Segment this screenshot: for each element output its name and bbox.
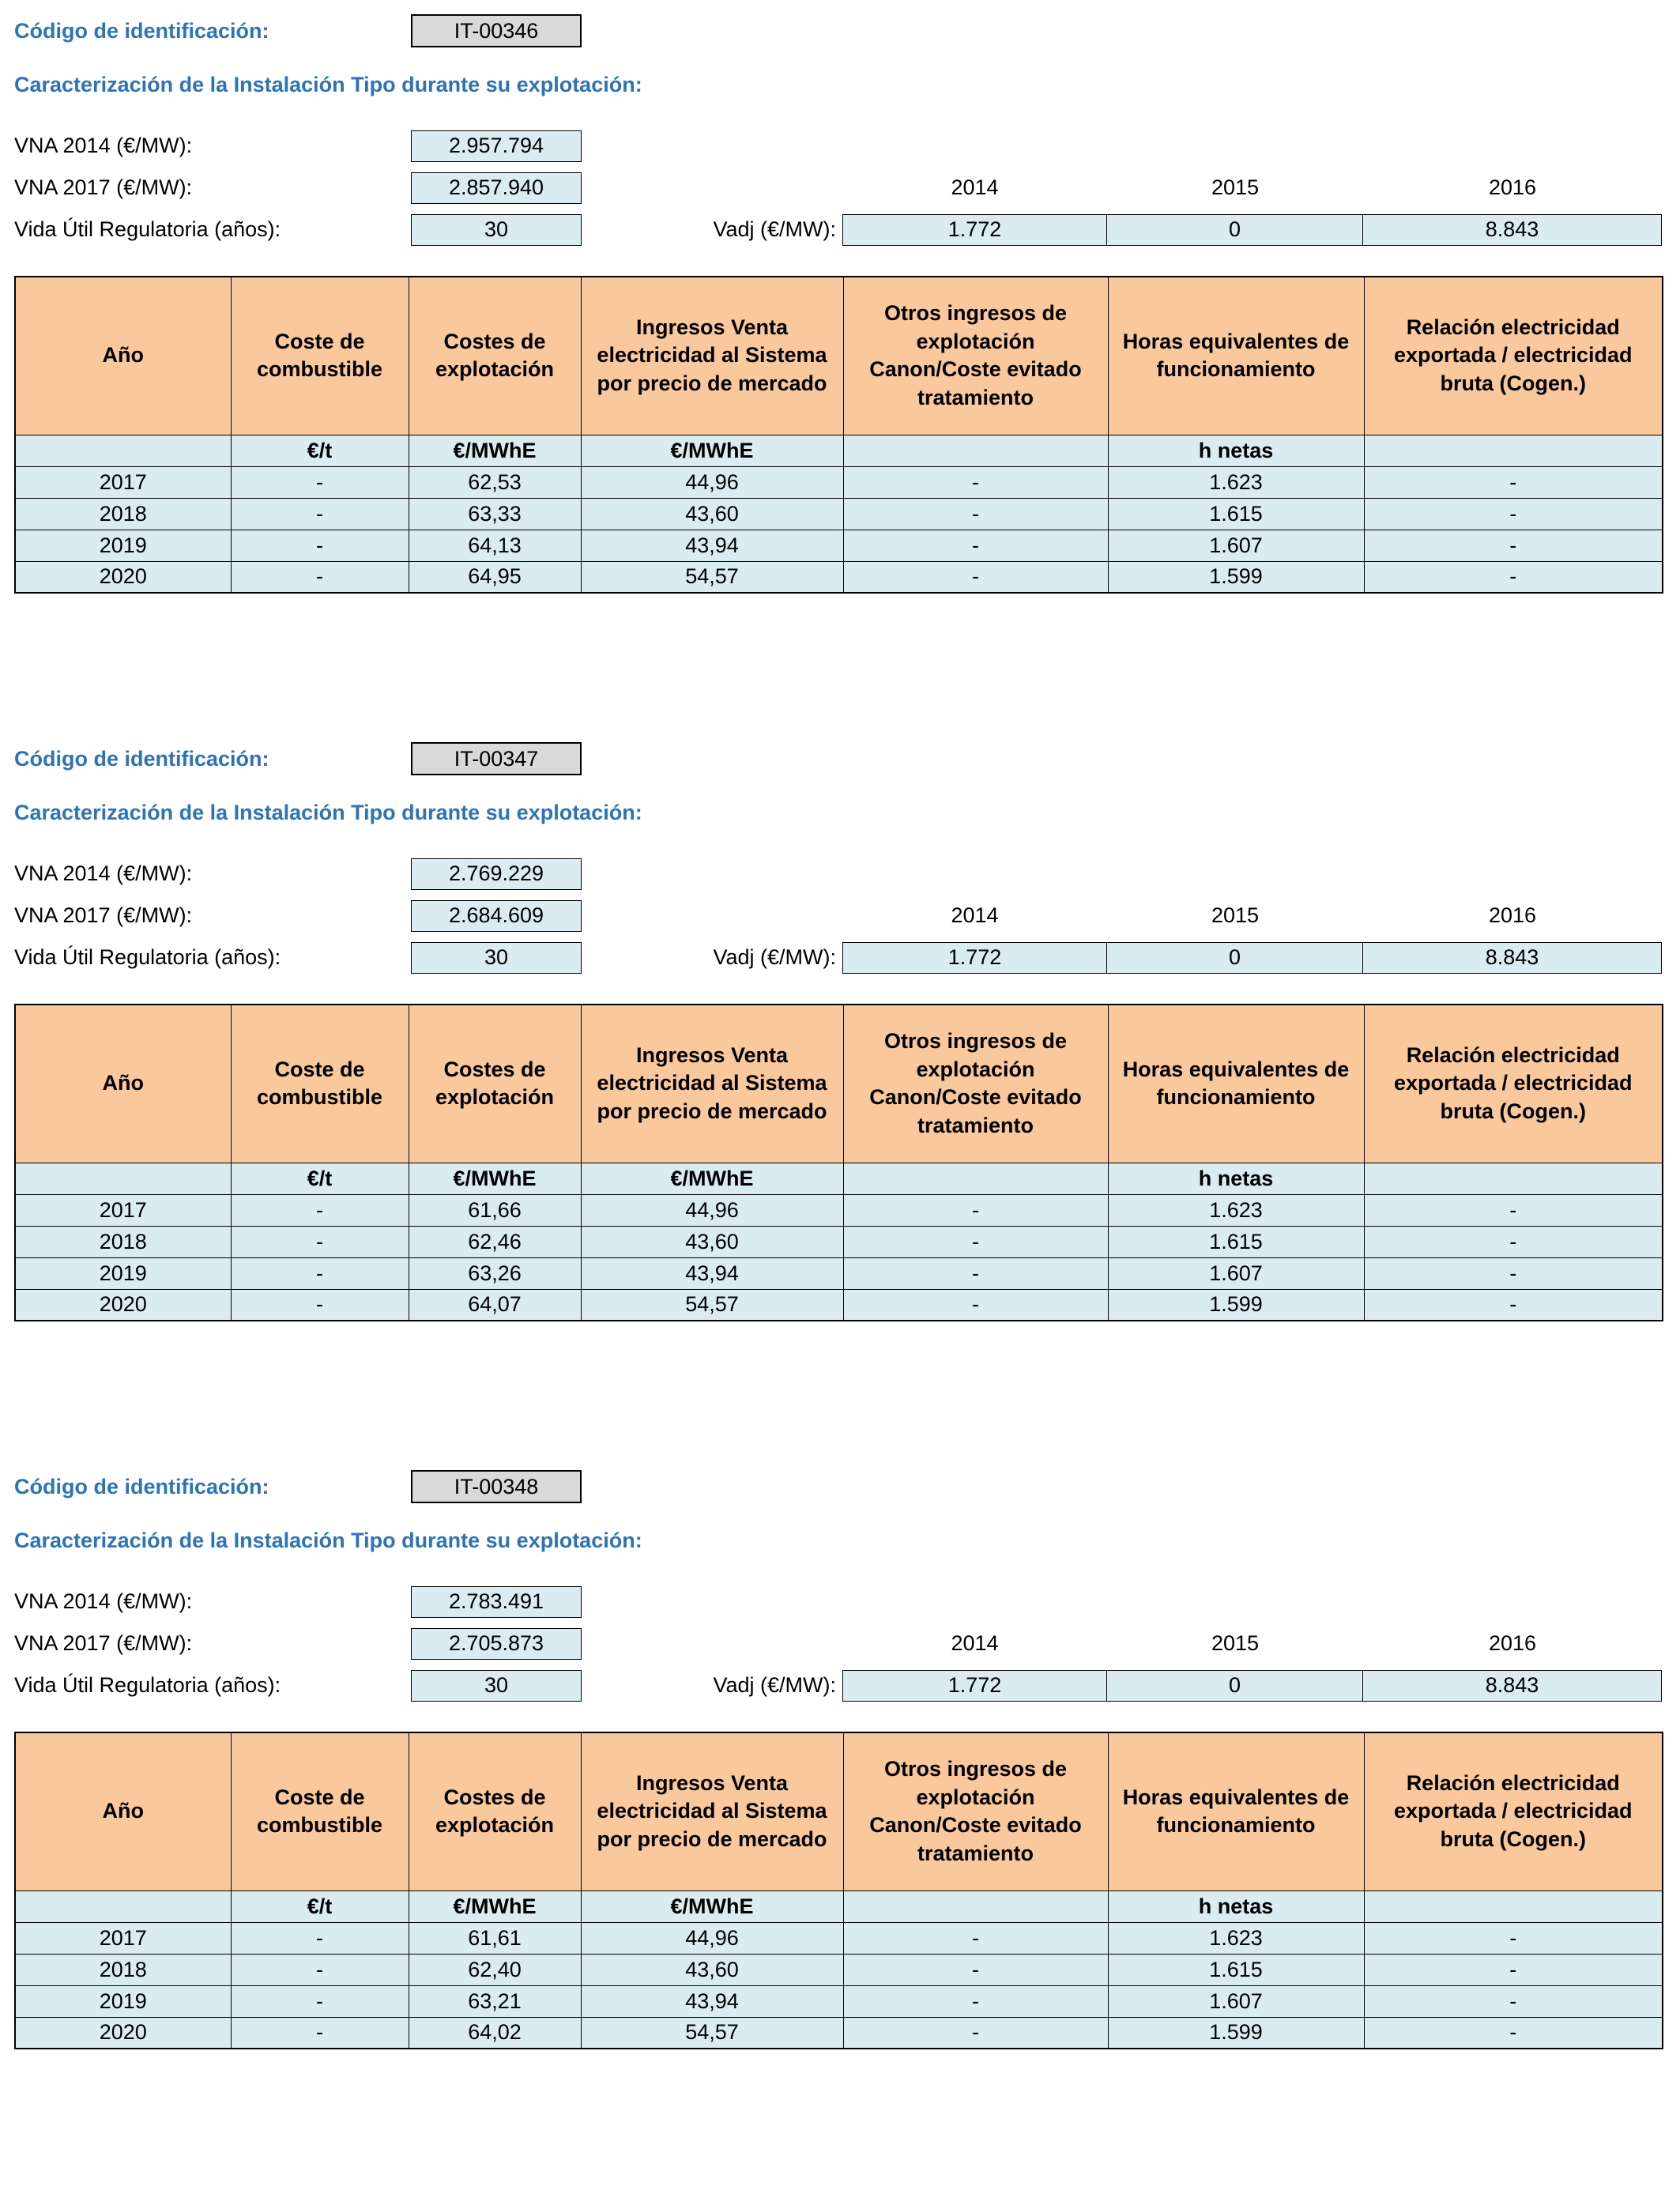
vna-2017-row <box>14 167 1664 209</box>
cell-ingresos-venta[interactable]: 43,94 <box>581 530 843 561</box>
cell-ingresos-venta[interactable]: 43,60 <box>581 498 843 530</box>
unit-cell-horas: h netas <box>1108 1891 1364 1922</box>
vadj-label: Vadj (€/MW): <box>713 945 836 969</box>
vadj-value-2015[interactable]: 0 <box>1107 214 1363 246</box>
col-header-otros-ingresos: Otros ingresos de explotación Canon/Coste evitado tratamiento <box>843 277 1108 435</box>
cell-relacion[interactable]: - <box>1364 1985 1663 2017</box>
table-units-row <box>15 1163 1663 1194</box>
col-header-horas-equivalentes: Horas equivalentes de funcionamiento <box>1108 1732 1364 1891</box>
cell-otros-ingresos[interactable]: - <box>843 1922 1108 1954</box>
cell-coste-combustible[interactable]: - <box>231 1194 409 1226</box>
cell-relacion[interactable]: - <box>1364 1289 1663 1321</box>
vida-util-value[interactable]: 30 <box>411 1670 582 1702</box>
vna-2014-value[interactable]: 2.769.229 <box>411 858 582 890</box>
col-header-coste-combustible: Coste de combustible <box>231 277 409 435</box>
cell-coste-combustible[interactable]: - <box>231 1922 409 1954</box>
col-header-costes-explotacion: Costes de explotación <box>409 1732 581 1891</box>
vida-util-row <box>14 209 1664 251</box>
caracterizacion-title-row <box>14 1529 1664 1559</box>
unit-cell-horas: h netas <box>1108 1163 1364 1194</box>
vadj-year-2015: 2015 <box>1211 1631 1260 1655</box>
caracterizacion-title-row <box>14 801 1664 831</box>
cell-coste-combustible[interactable]: - <box>231 2017 409 2049</box>
cell-ingresos-venta[interactable]: 54,57 <box>581 2017 843 2049</box>
cell-relacion[interactable]: - <box>1364 498 1663 530</box>
cell-year[interactable]: 2018 <box>15 1226 231 1257</box>
table-data-row-2019 <box>15 530 1663 561</box>
caracterizacion-title: Caracterización de la Instalación Tipo durante su explotación: <box>14 1529 642 1552</box>
installation-type-section <box>14 741 1664 1321</box>
unit-cell-coste-combustible: €/t <box>231 1891 409 1922</box>
vadj-value-2016[interactable]: 8.843 <box>1363 214 1662 246</box>
codigo-identificacion-label: Código de identificación: <box>14 1474 269 1498</box>
codigo-row <box>14 1468 1664 1505</box>
vadj-value-2016[interactable]: 8.843 <box>1363 942 1662 974</box>
caracterizacion-title-row <box>14 73 1664 103</box>
cell-year[interactable]: 2019 <box>15 530 231 561</box>
cell-horas[interactable]: 1.599 <box>1108 2017 1364 2049</box>
codigo-identificacion-value[interactable]: IT-00346 <box>411 14 582 47</box>
cell-costes-explotacion[interactable]: 62,40 <box>409 1954 581 1985</box>
col-header-coste-combustible: Coste de combustible <box>231 1005 409 1163</box>
caracterizacion-title: Caracterización de la Instalación Tipo durante su explotación: <box>14 801 642 824</box>
vadj-year-2014: 2014 <box>951 903 999 927</box>
cell-year[interactable]: 2017 <box>15 466 231 498</box>
cell-year[interactable]: 2020 <box>15 2017 231 2049</box>
document-body <box>14 13 1680 2049</box>
unit-cell-ingresos-venta: €/MWhE <box>581 435 843 466</box>
table-data-row-2017 <box>15 1194 1663 1226</box>
cell-otros-ingresos[interactable]: - <box>843 1194 1108 1226</box>
vida-util-label: Vida Útil Regulatoria (años): <box>14 945 281 969</box>
vadj-label: Vadj (€/MW): <box>713 217 836 241</box>
cell-otros-ingresos[interactable]: - <box>843 1289 1108 1321</box>
unit-cell-costes-explotacion: €/MWhE <box>409 1891 581 1922</box>
table-data-row-2020 <box>15 561 1663 593</box>
cell-costes-explotacion[interactable]: 61,61 <box>409 1922 581 1954</box>
cell-coste-combustible[interactable]: - <box>231 498 409 530</box>
table-data-row-2020 <box>15 2017 1663 2049</box>
col-header-otros-ingresos: Otros ingresos de explotación Canon/Coste evitado tratamiento <box>843 1005 1108 1163</box>
cell-costes-explotacion[interactable]: 62,46 <box>409 1226 581 1257</box>
vna-2017-value[interactable]: 2.857.940 <box>411 172 582 204</box>
cell-horas[interactable]: 1.615 <box>1108 498 1364 530</box>
cell-year[interactable]: 2017 <box>15 1194 231 1226</box>
table-data-row-2017 <box>15 1922 1663 1954</box>
cell-otros-ingresos[interactable]: - <box>843 2017 1108 2049</box>
cell-otros-ingresos[interactable]: - <box>843 1985 1108 2017</box>
cell-otros-ingresos[interactable]: - <box>843 561 1108 593</box>
cell-horas[interactable]: 1.599 <box>1108 1289 1364 1321</box>
unit-cell-otros-ingresos <box>843 435 1108 466</box>
vadj-year-2016: 2016 <box>1488 903 1537 927</box>
cell-ingresos-venta[interactable]: 43,60 <box>581 1954 843 1985</box>
col-header-ingresos-venta: Ingresos Venta electricidad al Sistema por precio de mercado <box>581 1732 843 1891</box>
table-data-row-2018 <box>15 1954 1663 1985</box>
vadj-year-2015: 2015 <box>1211 175 1260 199</box>
unit-cell-otros-ingresos <box>843 1891 1108 1922</box>
unit-cell-relacion <box>1364 1163 1663 1194</box>
parameters-block <box>14 853 1664 978</box>
cell-costes-explotacion[interactable]: 64,13 <box>409 530 581 561</box>
col-header-coste-combustible: Coste de combustible <box>231 1732 409 1891</box>
unit-cell-coste-combustible: €/t <box>231 1163 409 1194</box>
vna-2014-row <box>14 853 1664 895</box>
vadj-value-2016[interactable]: 8.843 <box>1363 1670 1662 1702</box>
cell-relacion[interactable]: - <box>1364 1954 1663 1985</box>
vna-2014-label: VNA 2014 (€/MW): <box>14 861 193 885</box>
vida-util-row <box>14 1664 1664 1706</box>
cell-otros-ingresos[interactable]: - <box>843 466 1108 498</box>
vna-2014-value[interactable]: 2.957.794 <box>411 130 582 162</box>
cell-coste-combustible[interactable]: - <box>231 530 409 561</box>
cell-horas[interactable]: 1.607 <box>1108 1257 1364 1289</box>
cell-ingresos-venta[interactable]: 44,96 <box>581 1194 843 1226</box>
vna-2017-value[interactable]: 2.684.609 <box>411 900 582 932</box>
table-header-row <box>15 277 1663 435</box>
vida-util-row <box>14 937 1664 978</box>
cell-costes-explotacion[interactable]: 63,33 <box>409 498 581 530</box>
unit-cell-relacion <box>1364 1891 1663 1922</box>
caracterizacion-title: Caracterización de la Instalación Tipo durante su explotación: <box>14 73 642 96</box>
parameters-block <box>14 125 1664 251</box>
operation-data-table <box>14 1004 1663 1321</box>
cell-horas[interactable]: 1.623 <box>1108 466 1364 498</box>
cell-coste-combustible[interactable]: - <box>231 1289 409 1321</box>
vna-2014-value[interactable]: 2.783.491 <box>411 1586 582 1618</box>
cell-relacion[interactable]: - <box>1364 530 1663 561</box>
cell-coste-combustible[interactable]: - <box>231 561 409 593</box>
table-units-row <box>15 435 1663 466</box>
table-data-row-2019 <box>15 1985 1663 2017</box>
vna-2014-row <box>14 1581 1664 1623</box>
cell-horas[interactable]: 1.623 <box>1108 1922 1364 1954</box>
vida-util-value[interactable]: 30 <box>411 942 582 974</box>
cell-year[interactable]: 2018 <box>15 1954 231 1985</box>
cell-costes-explotacion[interactable]: 64,07 <box>409 1289 581 1321</box>
cell-ingresos-venta[interactable]: 54,57 <box>581 561 843 593</box>
vadj-value-2014[interactable]: 1.772 <box>842 942 1107 974</box>
operation-data-table <box>14 276 1663 594</box>
cell-costes-explotacion[interactable]: 63,26 <box>409 1257 581 1289</box>
vida-util-label: Vida Útil Regulatoria (años): <box>14 217 281 241</box>
cell-relacion[interactable]: - <box>1364 2017 1663 2049</box>
table-data-row-2020 <box>15 1289 1663 1321</box>
vadj-label: Vadj (€/MW): <box>713 1673 836 1697</box>
cell-horas[interactable]: 1.607 <box>1108 530 1364 561</box>
cell-year[interactable]: 2020 <box>15 1289 231 1321</box>
cell-coste-combustible[interactable]: - <box>231 466 409 498</box>
col-header-ano: Año <box>15 1732 231 1891</box>
vna-2014-row <box>14 125 1664 167</box>
col-header-relacion-electricidad: Relación electricidad exportada / electricidad bruta (Cogen.) <box>1364 1005 1663 1163</box>
table-data-row-2018 <box>15 498 1663 530</box>
cell-coste-combustible[interactable]: - <box>231 1257 409 1289</box>
vna-2014-label: VNA 2014 (€/MW): <box>14 134 193 157</box>
vadj-value-2015[interactable]: 0 <box>1107 1670 1363 1702</box>
unit-cell-costes-explotacion: €/MWhE <box>409 1163 581 1194</box>
cell-relacion[interactable]: - <box>1364 1226 1663 1257</box>
col-header-ingresos-venta: Ingresos Venta electricidad al Sistema por precio de mercado <box>581 1005 843 1163</box>
operation-data-table <box>14 1732 1663 2049</box>
col-header-horas-equivalentes: Horas equivalentes de funcionamiento <box>1108 1005 1364 1163</box>
cell-otros-ingresos[interactable]: - <box>843 498 1108 530</box>
unit-cell-ingresos-venta: €/MWhE <box>581 1891 843 1922</box>
vna-2017-label: VNA 2017 (€/MW): <box>14 1631 193 1655</box>
col-header-otros-ingresos: Otros ingresos de explotación Canon/Coste evitado tratamiento <box>843 1732 1108 1891</box>
table-units-row <box>15 1891 1663 1922</box>
cell-horas[interactable]: 1.615 <box>1108 1226 1364 1257</box>
col-header-costes-explotacion: Costes de explotación <box>409 277 581 435</box>
installation-type-section <box>14 1468 1664 2049</box>
cell-coste-combustible[interactable]: - <box>231 1985 409 2017</box>
codigo-identificacion-label: Código de identificación: <box>14 746 269 771</box>
vadj-value-2014[interactable]: 1.772 <box>842 214 1107 246</box>
vna-2017-value[interactable]: 2.705.873 <box>411 1628 582 1660</box>
vadj-value-2014[interactable]: 1.772 <box>842 1670 1107 1702</box>
cell-costes-explotacion[interactable]: 64,95 <box>409 561 581 593</box>
cell-horas[interactable]: 1.623 <box>1108 1194 1364 1226</box>
vadj-year-2016: 2016 <box>1488 1631 1537 1655</box>
vida-util-label: Vida Útil Regulatoria (años): <box>14 1673 281 1697</box>
cell-horas[interactable]: 1.607 <box>1108 1985 1364 2017</box>
vadj-value-2015[interactable]: 0 <box>1107 942 1363 974</box>
vna-2017-row <box>14 895 1664 937</box>
cell-ingresos-venta[interactable]: 44,96 <box>581 466 843 498</box>
cell-ingresos-venta[interactable]: 43,60 <box>581 1226 843 1257</box>
vna-2017-label: VNA 2017 (€/MW): <box>14 903 193 927</box>
vna-2014-label: VNA 2014 (€/MW): <box>14 1589 193 1613</box>
vida-util-value[interactable]: 30 <box>411 214 582 246</box>
cell-costes-explotacion[interactable]: 64,02 <box>409 2017 581 2049</box>
vna-2017-label: VNA 2017 (€/MW): <box>14 175 193 199</box>
cell-year[interactable]: 2017 <box>15 1922 231 1954</box>
cell-ingresos-venta[interactable]: 43,94 <box>581 1985 843 2017</box>
cell-costes-explotacion[interactable]: 63,21 <box>409 1985 581 2017</box>
col-header-horas-equivalentes: Horas equivalentes de funcionamiento <box>1108 277 1364 435</box>
cell-horas[interactable]: 1.615 <box>1108 1954 1364 1985</box>
cell-coste-combustible[interactable]: - <box>231 1226 409 1257</box>
col-header-costes-explotacion: Costes de explotación <box>409 1005 581 1163</box>
cell-ingresos-venta[interactable]: 43,94 <box>581 1257 843 1289</box>
cell-otros-ingresos[interactable]: - <box>843 1226 1108 1257</box>
cell-year[interactable]: 2019 <box>15 1257 231 1289</box>
unit-cell-horas: h netas <box>1108 435 1364 466</box>
vadj-year-2015: 2015 <box>1211 903 1260 927</box>
cell-year[interactable]: 2019 <box>15 1985 231 2017</box>
unit-cell-relacion <box>1364 435 1663 466</box>
cell-coste-combustible[interactable]: - <box>231 1954 409 1985</box>
vadj-year-2016: 2016 <box>1488 175 1537 199</box>
table-header-row <box>15 1732 1663 1891</box>
col-header-ano: Año <box>15 277 231 435</box>
codigo-row <box>14 741 1664 777</box>
cell-relacion[interactable]: - <box>1364 1922 1663 1954</box>
col-header-ingresos-venta: Ingresos Venta electricidad al Sistema por precio de mercado <box>581 277 843 435</box>
cell-ingresos-venta[interactable]: 54,57 <box>581 1289 843 1321</box>
codigo-identificacion-label: Código de identificación: <box>14 18 269 43</box>
vadj-year-2014: 2014 <box>951 1631 999 1655</box>
unit-cell-ano <box>15 435 231 466</box>
cell-year[interactable]: 2018 <box>15 498 231 530</box>
cell-otros-ingresos[interactable]: - <box>843 1954 1108 1985</box>
codigo-identificacion-value[interactable]: IT-00348 <box>411 1470 582 1503</box>
unit-cell-costes-explotacion: €/MWhE <box>409 435 581 466</box>
col-header-ano: Año <box>15 1005 231 1163</box>
table-data-row-2019 <box>15 1257 1663 1289</box>
cell-ingresos-venta[interactable]: 44,96 <box>581 1922 843 1954</box>
vna-2017-row <box>14 1623 1664 1664</box>
cell-otros-ingresos[interactable]: - <box>843 530 1108 561</box>
installation-type-section <box>14 13 1664 594</box>
col-header-relacion-electricidad: Relación electricidad exportada / electricidad bruta (Cogen.) <box>1364 1732 1663 1891</box>
parameters-block <box>14 1581 1664 1706</box>
table-data-row-2017 <box>15 466 1663 498</box>
cell-relacion[interactable]: - <box>1364 561 1663 593</box>
codigo-row <box>14 13 1664 49</box>
cell-costes-explotacion[interactable]: 62,53 <box>409 466 581 498</box>
unit-cell-coste-combustible: €/t <box>231 435 409 466</box>
cell-horas[interactable]: 1.599 <box>1108 561 1364 593</box>
unit-cell-ano <box>15 1163 231 1194</box>
vadj-year-2014: 2014 <box>951 175 999 199</box>
unit-cell-otros-ingresos <box>843 1163 1108 1194</box>
table-header-row <box>15 1005 1663 1163</box>
cell-relacion[interactable]: - <box>1364 1257 1663 1289</box>
table-data-row-2018 <box>15 1226 1663 1257</box>
cell-otros-ingresos[interactable]: - <box>843 1257 1108 1289</box>
col-header-relacion-electricidad: Relación electricidad exportada / electricidad bruta (Cogen.) <box>1364 277 1663 435</box>
unit-cell-ingresos-venta: €/MWhE <box>581 1163 843 1194</box>
cell-costes-explotacion[interactable]: 61,66 <box>409 1194 581 1226</box>
cell-relacion[interactable]: - <box>1364 466 1663 498</box>
codigo-identificacion-value[interactable]: IT-00347 <box>411 742 582 775</box>
unit-cell-ano <box>15 1891 231 1922</box>
cell-year[interactable]: 2020 <box>15 561 231 593</box>
cell-relacion[interactable]: - <box>1364 1194 1663 1226</box>
